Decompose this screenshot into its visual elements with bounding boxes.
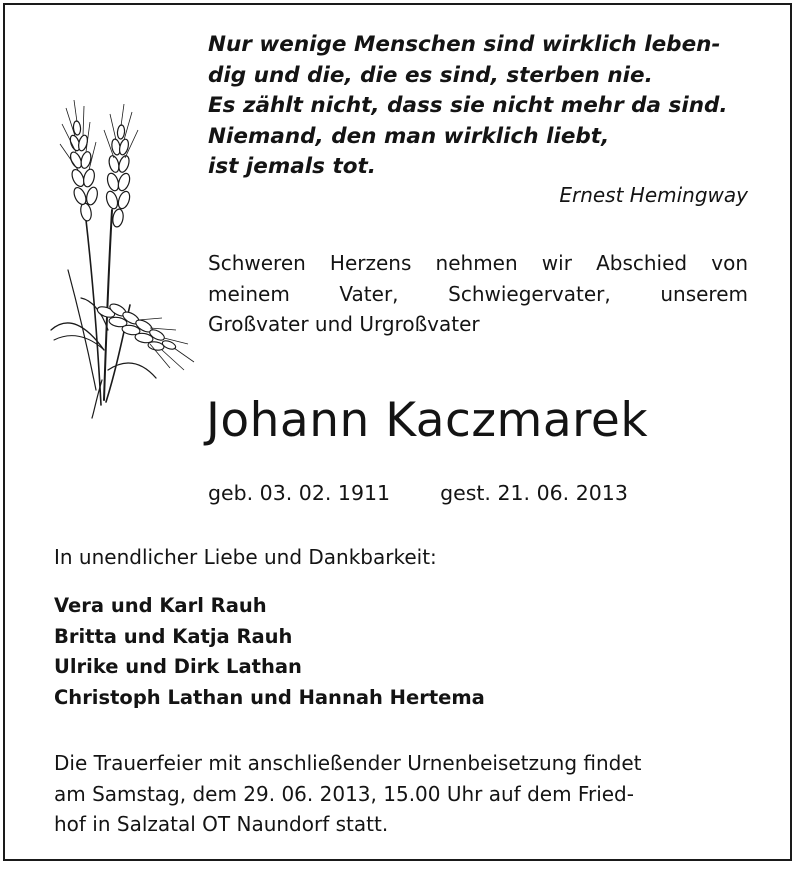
quote-line: Niemand, den man wirklich liebt, xyxy=(208,123,610,149)
funeral-line: Die Trauerfeier mit anschließender Urnenbeisetzung findet xyxy=(54,751,642,775)
funeral-line: hof in Salzatal OT Naundorf statt. xyxy=(54,812,389,836)
quote-author: Ernest Hemingway xyxy=(559,183,748,207)
quote-line: Nur wenige Menschen sind wirklich leben- xyxy=(208,32,721,57)
intro-line: Großvater und Urgroßvater xyxy=(208,312,480,336)
mourners-list xyxy=(54,591,485,713)
mourner-name: Britta und Katja Rauh xyxy=(54,624,293,648)
mourner-name: Vera und Karl Rauh xyxy=(54,594,267,617)
quote-line: Es zählt nicht, dass sie nicht mehr da sind. xyxy=(208,93,728,118)
funeral-line: am Samstag, dem 29. 06. 2013, 15.00 Uhr auf dem Fried- xyxy=(54,781,634,806)
deceased-name: Johann Kaczmarek xyxy=(206,393,649,448)
quote-line: dig und die, die es sind, sterben nie. xyxy=(208,62,653,88)
gratitude-line: In unendlicher Liebe und Dankbarkeit: xyxy=(54,545,437,569)
farewell-intro xyxy=(208,248,748,340)
quote-line: ist jemals tot. xyxy=(208,154,376,179)
mourner-name: Ulrike und Dirk Lathan xyxy=(54,655,302,678)
birth-date: geb. 03. 02. 1911 xyxy=(208,481,391,505)
life-dates xyxy=(208,478,628,508)
intro-line: Schweren Herzens nehmen wir Abschied von xyxy=(208,251,748,275)
hemingway-quote xyxy=(208,30,768,183)
funeral-notice xyxy=(54,748,748,840)
death-date: gest. 21. 06. 2013 xyxy=(440,481,628,505)
mourner-name: Christoph Lathan und Hannah Hertema xyxy=(54,685,485,709)
wheat-ears-icon xyxy=(46,100,196,420)
intro-line: meinem Vater, Schwiegervater, unserem xyxy=(208,281,748,306)
